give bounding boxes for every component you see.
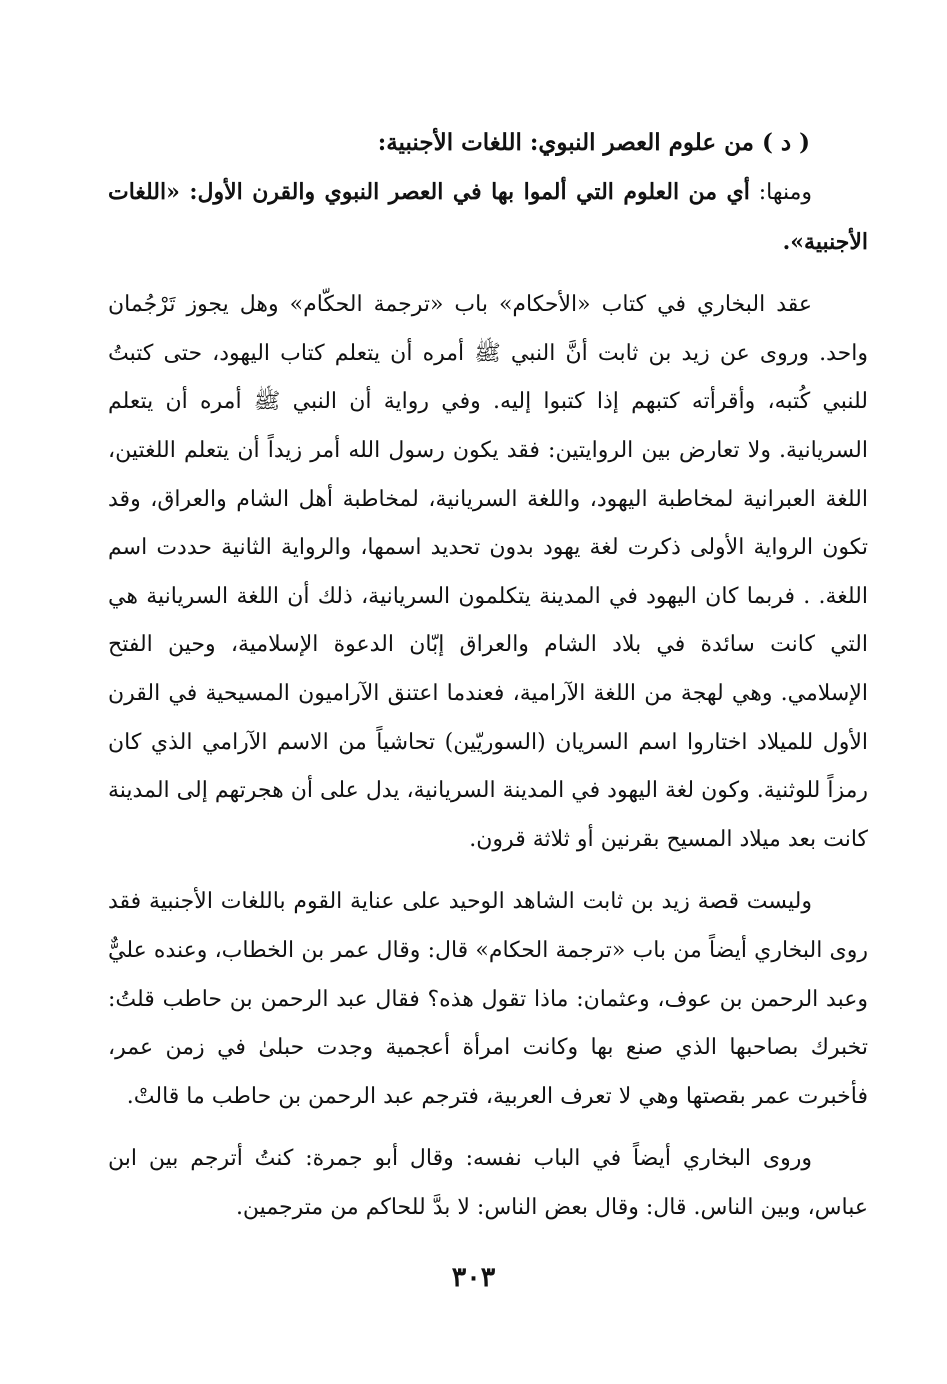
body-paragraph: وليست قصة زيد بن ثابت الشاهد الوحيد على عناية القوم باللغات الأجنبية فقد روى البخاري أيضاً من باب «ترجمة الحكام» قال: وقال عمر بن الخطاب، وعنده عليٌّ وعبد الرحمن بن عوف، وعثمان: ماذا تقول هذه؟ فقال عبد الرحمن بن حاطب قلتُ: تخبرك بصاحبها الذي صنع بها وكانت امرأة أعجمية وجدت حبلىٰ في زمن عمر، فأخبرت عمر بقصتها وهي لا تعرف العربية، فترجم عبد الرحمن بن حاطب ما قالتْ. [108,889,868,1109]
intro-label: ومنها: [749,180,813,205]
intro-bold-text: أي من العلوم التي ألموا بها في العصر النبوي والقرن الأول: «اللغات الأجنبية». [108,179,868,255]
body-paragraph: وروى البخاري أيضاً في الباب نفسه: وقال أبو جمرة: كنتُ أترجم بين ابن عباس، وبين الناس. قال: وقال بعض الناس: لا بدَّ للحاكم من مترجمين. [108,1146,868,1220]
page-body [108,118,868,1246]
intro-paragraph [108,168,868,267]
body-paragraph: عقد البخاري في كتاب «الأحكام» باب «ترجمة الحكّام» وهل يجوز تَرْجُمان واحد. وروى عن زيد بن ثابت أنَّ النبي ﷺ أمره أن يتعلم كتاب اليهود، حتى كتبتُ للنبي كُتبه، وأقرأته كتبهم إذا كتبوا إليه. وفي رواية أن النبي ﷺ أمره أن يتعلم السريانية. ولا تعارض بين الروايتين: فقد يكون رسول الله أمر زيداً أن يتعلم اللغتين، اللغة العبرانية لمخاطبة اليهود، واللغة السريانية، لمخاطبة أهل الشام والعراق، وقد تكون الرواية الأولى ذكرت لغة يهود بدون تحديد اسمها، والرواية الثانية حددت اسم اللغة. . فربما كان اليهود في المدينة يتكلمون السريانية، ذلك أن اللغة السريانية هي التي كانت سائدة في بلاد الشام والعراق إبّان الدعوة الإسلامية، وحين الفتح الإسلامي. وهي لهجة من اللغة الآرامية، فعندما اعتنق الآراميون المسيحية في القرن الأول للميلاد اختاروا اسم السريان (السوريّين) تحاشياً من الاسم الآرامي الذي كان رمزاً للوثنية. وكون لغة اليهود في المدينة السريانية، يدل على أن هجرتهم إلى المدينة كانت بعد ميلاد المسيح بقرنين أو ثلاثة قرون. [108,292,868,852]
section-heading: ( د ) من علوم العصر النبوي: اللغات الأجنبية: [377,129,810,156]
page-number: ٣٠٣ [451,1262,496,1293]
